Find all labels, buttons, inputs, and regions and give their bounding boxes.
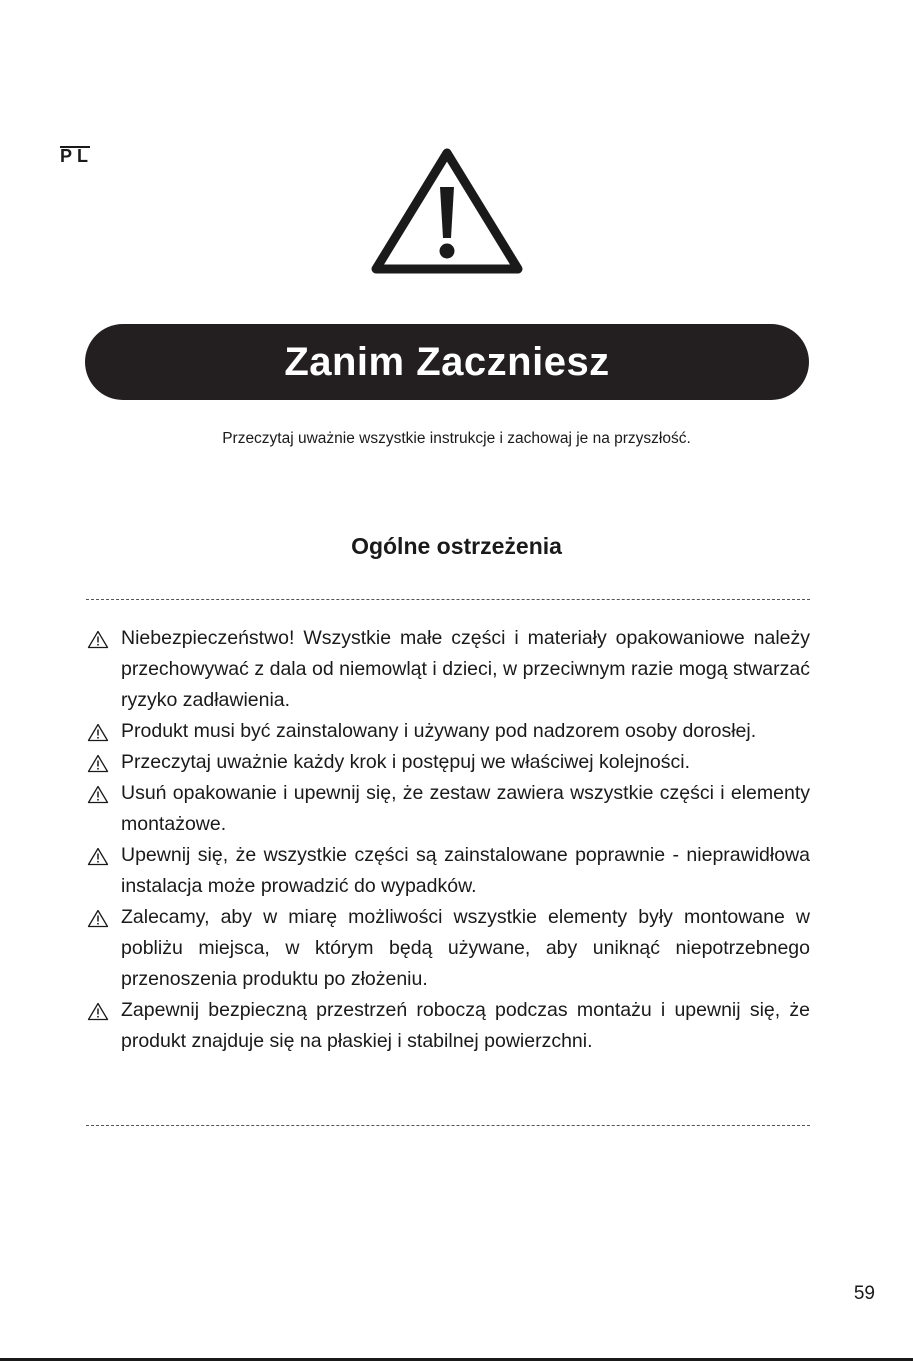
- page-number: 59: [853, 1283, 875, 1304]
- warning-text: Produkt musi być zainstalowany i używany pod nadzorem osoby dorosłej.: [121, 720, 757, 742]
- title-banner: [85, 324, 809, 400]
- page-title: Zanim Zaczniesz: [284, 339, 610, 384]
- large-warning-triangle-icon: [370, 145, 524, 275]
- warning-triangle-icon: [87, 630, 109, 649]
- warning-text: Zalecamy, aby w miarę możliwości wszystkie elementy były montowane w pobliżu miejsca, w którym będą używane, aby uniknąć niepotrzebnego przenoszenia produktu po złożeniu.: [121, 906, 810, 990]
- dashed-divider-top: [86, 599, 810, 600]
- warning-item: [86, 747, 810, 778]
- warning-triangle-icon: [87, 723, 109, 742]
- warning-item: [86, 902, 810, 995]
- warning-triangle-icon: [87, 785, 109, 804]
- warning-text: Usuń opakowanie i upewnij się, że zestaw zawiera wszystkie części i elementy montażowe.: [121, 782, 810, 835]
- warning-item: [86, 840, 810, 902]
- warning-item: [86, 778, 810, 840]
- intro-text: Przeczytaj uważnie wszystkie instrukcje i zachowaj je na przyszłość.: [222, 430, 691, 447]
- section-heading: Ogólne ostrzeżenia: [351, 533, 562, 559]
- warnings-list: [86, 623, 810, 1057]
- warning-triangle-icon: [87, 1002, 109, 1021]
- warning-item: [86, 716, 810, 747]
- warning-text: Zapewnij bezpieczną przestrzeń roboczą podczas montażu i upewnij się, że produkt znajduje się na płaskiej i stabilnej powierzchni.: [121, 999, 810, 1052]
- language-code: PL: [60, 146, 94, 166]
- warning-triangle-icon: [87, 754, 109, 773]
- warning-text: Niebezpieczeństwo! Wszystkie małe części i materiały opakowaniowe należy przechowywać z dala od niemowląt i dzieci, w przeciwnym razie mogą stwarzać ryzyko zadławienia.: [121, 627, 810, 711]
- warning-text: Upewnij się, że wszystkie części są zainstalowane poprawnie - nieprawidłowa instalacja może prowadzić do wypadków.: [121, 844, 810, 897]
- warning-triangle-icon: [87, 847, 109, 866]
- warning-item: [86, 995, 810, 1057]
- warning-item: [86, 623, 810, 716]
- warning-triangle-icon: [87, 909, 109, 928]
- dashed-divider-bottom: [86, 1125, 810, 1126]
- warning-text: Przeczytaj uważnie każdy krok i postępuj we właściwej kolejności.: [121, 751, 690, 773]
